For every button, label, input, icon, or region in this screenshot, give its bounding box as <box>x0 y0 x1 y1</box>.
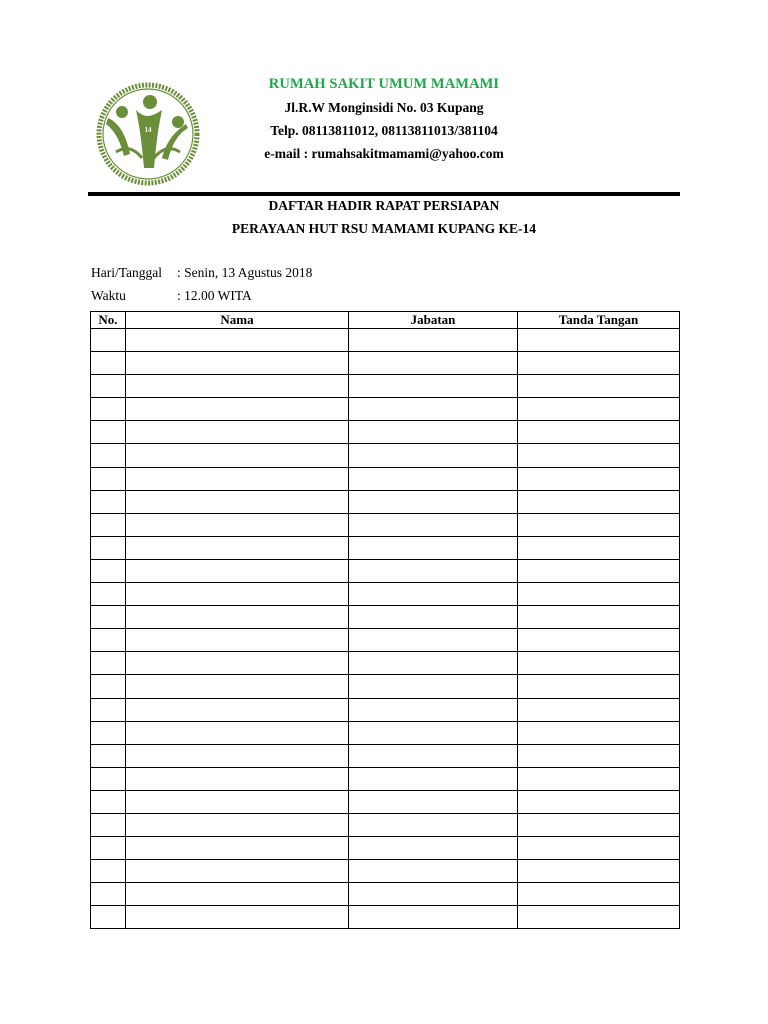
cell-no <box>91 467 126 490</box>
time-value: : 12.00 WITA <box>177 288 252 303</box>
cell-no <box>91 721 126 744</box>
cell-tanda-tangan <box>518 329 680 352</box>
table-row <box>91 767 680 790</box>
cell-nama <box>126 698 349 721</box>
cell-no <box>91 883 126 906</box>
cell-nama <box>126 421 349 444</box>
cell-tanda-tangan <box>518 675 680 698</box>
cell-no <box>91 398 126 421</box>
cell-jabatan <box>349 837 518 860</box>
cell-jabatan <box>349 767 518 790</box>
col-header-no: No. <box>91 312 126 329</box>
cell-tanda-tangan <box>518 375 680 398</box>
cell-jabatan <box>349 698 518 721</box>
cell-nama <box>126 744 349 767</box>
cell-no <box>91 790 126 813</box>
cell-tanda-tangan <box>518 906 680 929</box>
cell-jabatan <box>349 352 518 375</box>
cell-jabatan <box>349 490 518 513</box>
cell-tanda-tangan <box>518 421 680 444</box>
cell-jabatan <box>349 721 518 744</box>
attendance-table-body <box>91 329 680 929</box>
cell-jabatan <box>349 675 518 698</box>
cell-no <box>91 767 126 790</box>
cell-tanda-tangan <box>518 467 680 490</box>
svg-text:14: 14 <box>144 126 152 134</box>
cell-tanda-tangan <box>518 813 680 836</box>
cell-no <box>91 837 126 860</box>
cell-nama <box>126 583 349 606</box>
table-row <box>91 467 680 490</box>
cell-jabatan <box>349 467 518 490</box>
cell-tanda-tangan <box>518 536 680 559</box>
cell-no <box>91 513 126 536</box>
cell-jabatan <box>349 629 518 652</box>
meta-time-row <box>91 288 252 304</box>
table-row <box>91 398 680 421</box>
hospital-logo-icon <box>92 82 204 186</box>
cell-nama <box>126 860 349 883</box>
cell-nama <box>126 536 349 559</box>
cell-nama <box>126 513 349 536</box>
cell-tanda-tangan <box>518 652 680 675</box>
table-row <box>91 375 680 398</box>
cell-nama <box>126 467 349 490</box>
document-title: DAFTAR HADIR RAPAT PERSIAPAN <box>268 198 500 213</box>
cell-tanda-tangan <box>518 883 680 906</box>
cell-nama <box>126 606 349 629</box>
date-value: : Senin, 13 Agustus 2018 <box>177 265 313 280</box>
col-header-tanda-tangan: Tanda Tangan <box>518 312 680 329</box>
cell-no <box>91 421 126 444</box>
col-header-nama: Nama <box>126 312 349 329</box>
cell-jabatan <box>349 883 518 906</box>
table-header-row <box>91 312 680 329</box>
cell-no <box>91 329 126 352</box>
cell-tanda-tangan <box>518 513 680 536</box>
hospital-phone: Telp. 08113811012, 08113811013/381104 <box>270 123 498 138</box>
cell-tanda-tangan <box>518 629 680 652</box>
table-row <box>91 652 680 675</box>
cell-jabatan <box>349 813 518 836</box>
table-row <box>91 421 680 444</box>
cell-no <box>91 744 126 767</box>
time-label: Waktu <box>91 288 126 303</box>
cell-tanda-tangan <box>518 721 680 744</box>
cell-no <box>91 629 126 652</box>
cell-no <box>91 675 126 698</box>
cell-nama <box>126 837 349 860</box>
meta-date-row <box>91 265 312 281</box>
table-row <box>91 629 680 652</box>
cell-jabatan <box>349 652 518 675</box>
table-row <box>91 536 680 559</box>
cell-nama <box>126 767 349 790</box>
cell-jabatan <box>349 559 518 582</box>
cell-no <box>91 583 126 606</box>
cell-tanda-tangan <box>518 767 680 790</box>
cell-no <box>91 860 126 883</box>
cell-no <box>91 906 126 929</box>
table-row <box>91 490 680 513</box>
table-row <box>91 790 680 813</box>
cell-nama <box>126 675 349 698</box>
cell-nama <box>126 559 349 582</box>
table-row <box>91 883 680 906</box>
cell-tanda-tangan <box>518 583 680 606</box>
table-row <box>91 606 680 629</box>
table-row <box>91 675 680 698</box>
cell-jabatan <box>349 398 518 421</box>
table-row <box>91 721 680 744</box>
cell-tanda-tangan <box>518 837 680 860</box>
cell-nama <box>126 652 349 675</box>
cell-tanda-tangan <box>518 559 680 582</box>
cell-tanda-tangan <box>518 398 680 421</box>
cell-nama <box>126 398 349 421</box>
col-header-jabatan: Jabatan <box>349 312 518 329</box>
cell-tanda-tangan <box>518 444 680 467</box>
cell-no <box>91 444 126 467</box>
cell-no <box>91 652 126 675</box>
table-row <box>91 744 680 767</box>
cell-jabatan <box>349 536 518 559</box>
cell-jabatan <box>349 583 518 606</box>
cell-nama <box>126 790 349 813</box>
attendance-table <box>90 311 680 929</box>
cell-jabatan <box>349 329 518 352</box>
cell-tanda-tangan <box>518 744 680 767</box>
cell-nama <box>126 883 349 906</box>
table-row <box>91 698 680 721</box>
table-row <box>91 860 680 883</box>
cell-nama <box>126 721 349 744</box>
cell-nama <box>126 490 349 513</box>
cell-jabatan <box>349 790 518 813</box>
table-row <box>91 559 680 582</box>
cell-tanda-tangan <box>518 790 680 813</box>
table-row <box>91 583 680 606</box>
cell-nama <box>126 906 349 929</box>
cell-no <box>91 559 126 582</box>
cell-no <box>91 698 126 721</box>
table-row <box>91 906 680 929</box>
cell-no <box>91 352 126 375</box>
hospital-name: RUMAH SAKIT UMUM MAMAMI <box>268 76 500 92</box>
cell-no <box>91 606 126 629</box>
cell-nama <box>126 444 349 467</box>
table-row <box>91 837 680 860</box>
cell-no <box>91 375 126 398</box>
cell-jabatan <box>349 744 518 767</box>
hospital-address: Jl.R.W Monginsidi No. 03 Kupang <box>284 100 484 115</box>
table-row <box>91 513 680 536</box>
cell-jabatan <box>349 906 518 929</box>
cell-nama <box>126 352 349 375</box>
cell-tanda-tangan <box>518 606 680 629</box>
cell-nama <box>126 375 349 398</box>
date-label: Hari/Tanggal <box>91 265 163 280</box>
cell-no <box>91 813 126 836</box>
cell-jabatan <box>349 444 518 467</box>
cell-no <box>91 490 126 513</box>
cell-tanda-tangan <box>518 698 680 721</box>
cell-jabatan <box>349 513 518 536</box>
table-row <box>91 813 680 836</box>
cell-jabatan <box>349 375 518 398</box>
table-row <box>91 329 680 352</box>
cell-nama <box>126 329 349 352</box>
cell-jabatan <box>349 606 518 629</box>
cell-tanda-tangan <box>518 352 680 375</box>
header-divider <box>88 192 680 196</box>
cell-tanda-tangan <box>518 860 680 883</box>
table-row <box>91 352 680 375</box>
cell-nama <box>126 629 349 652</box>
table-row <box>91 444 680 467</box>
cell-tanda-tangan <box>518 490 680 513</box>
cell-jabatan <box>349 860 518 883</box>
cell-no <box>91 536 126 559</box>
cell-jabatan <box>349 421 518 444</box>
cell-nama <box>126 813 349 836</box>
document-subtitle: PERAYAAN HUT RSU MAMAMI KUPANG KE-14 <box>231 221 537 236</box>
hospital-email: e-mail : rumahsakitmamami@yahoo.com <box>264 146 504 161</box>
